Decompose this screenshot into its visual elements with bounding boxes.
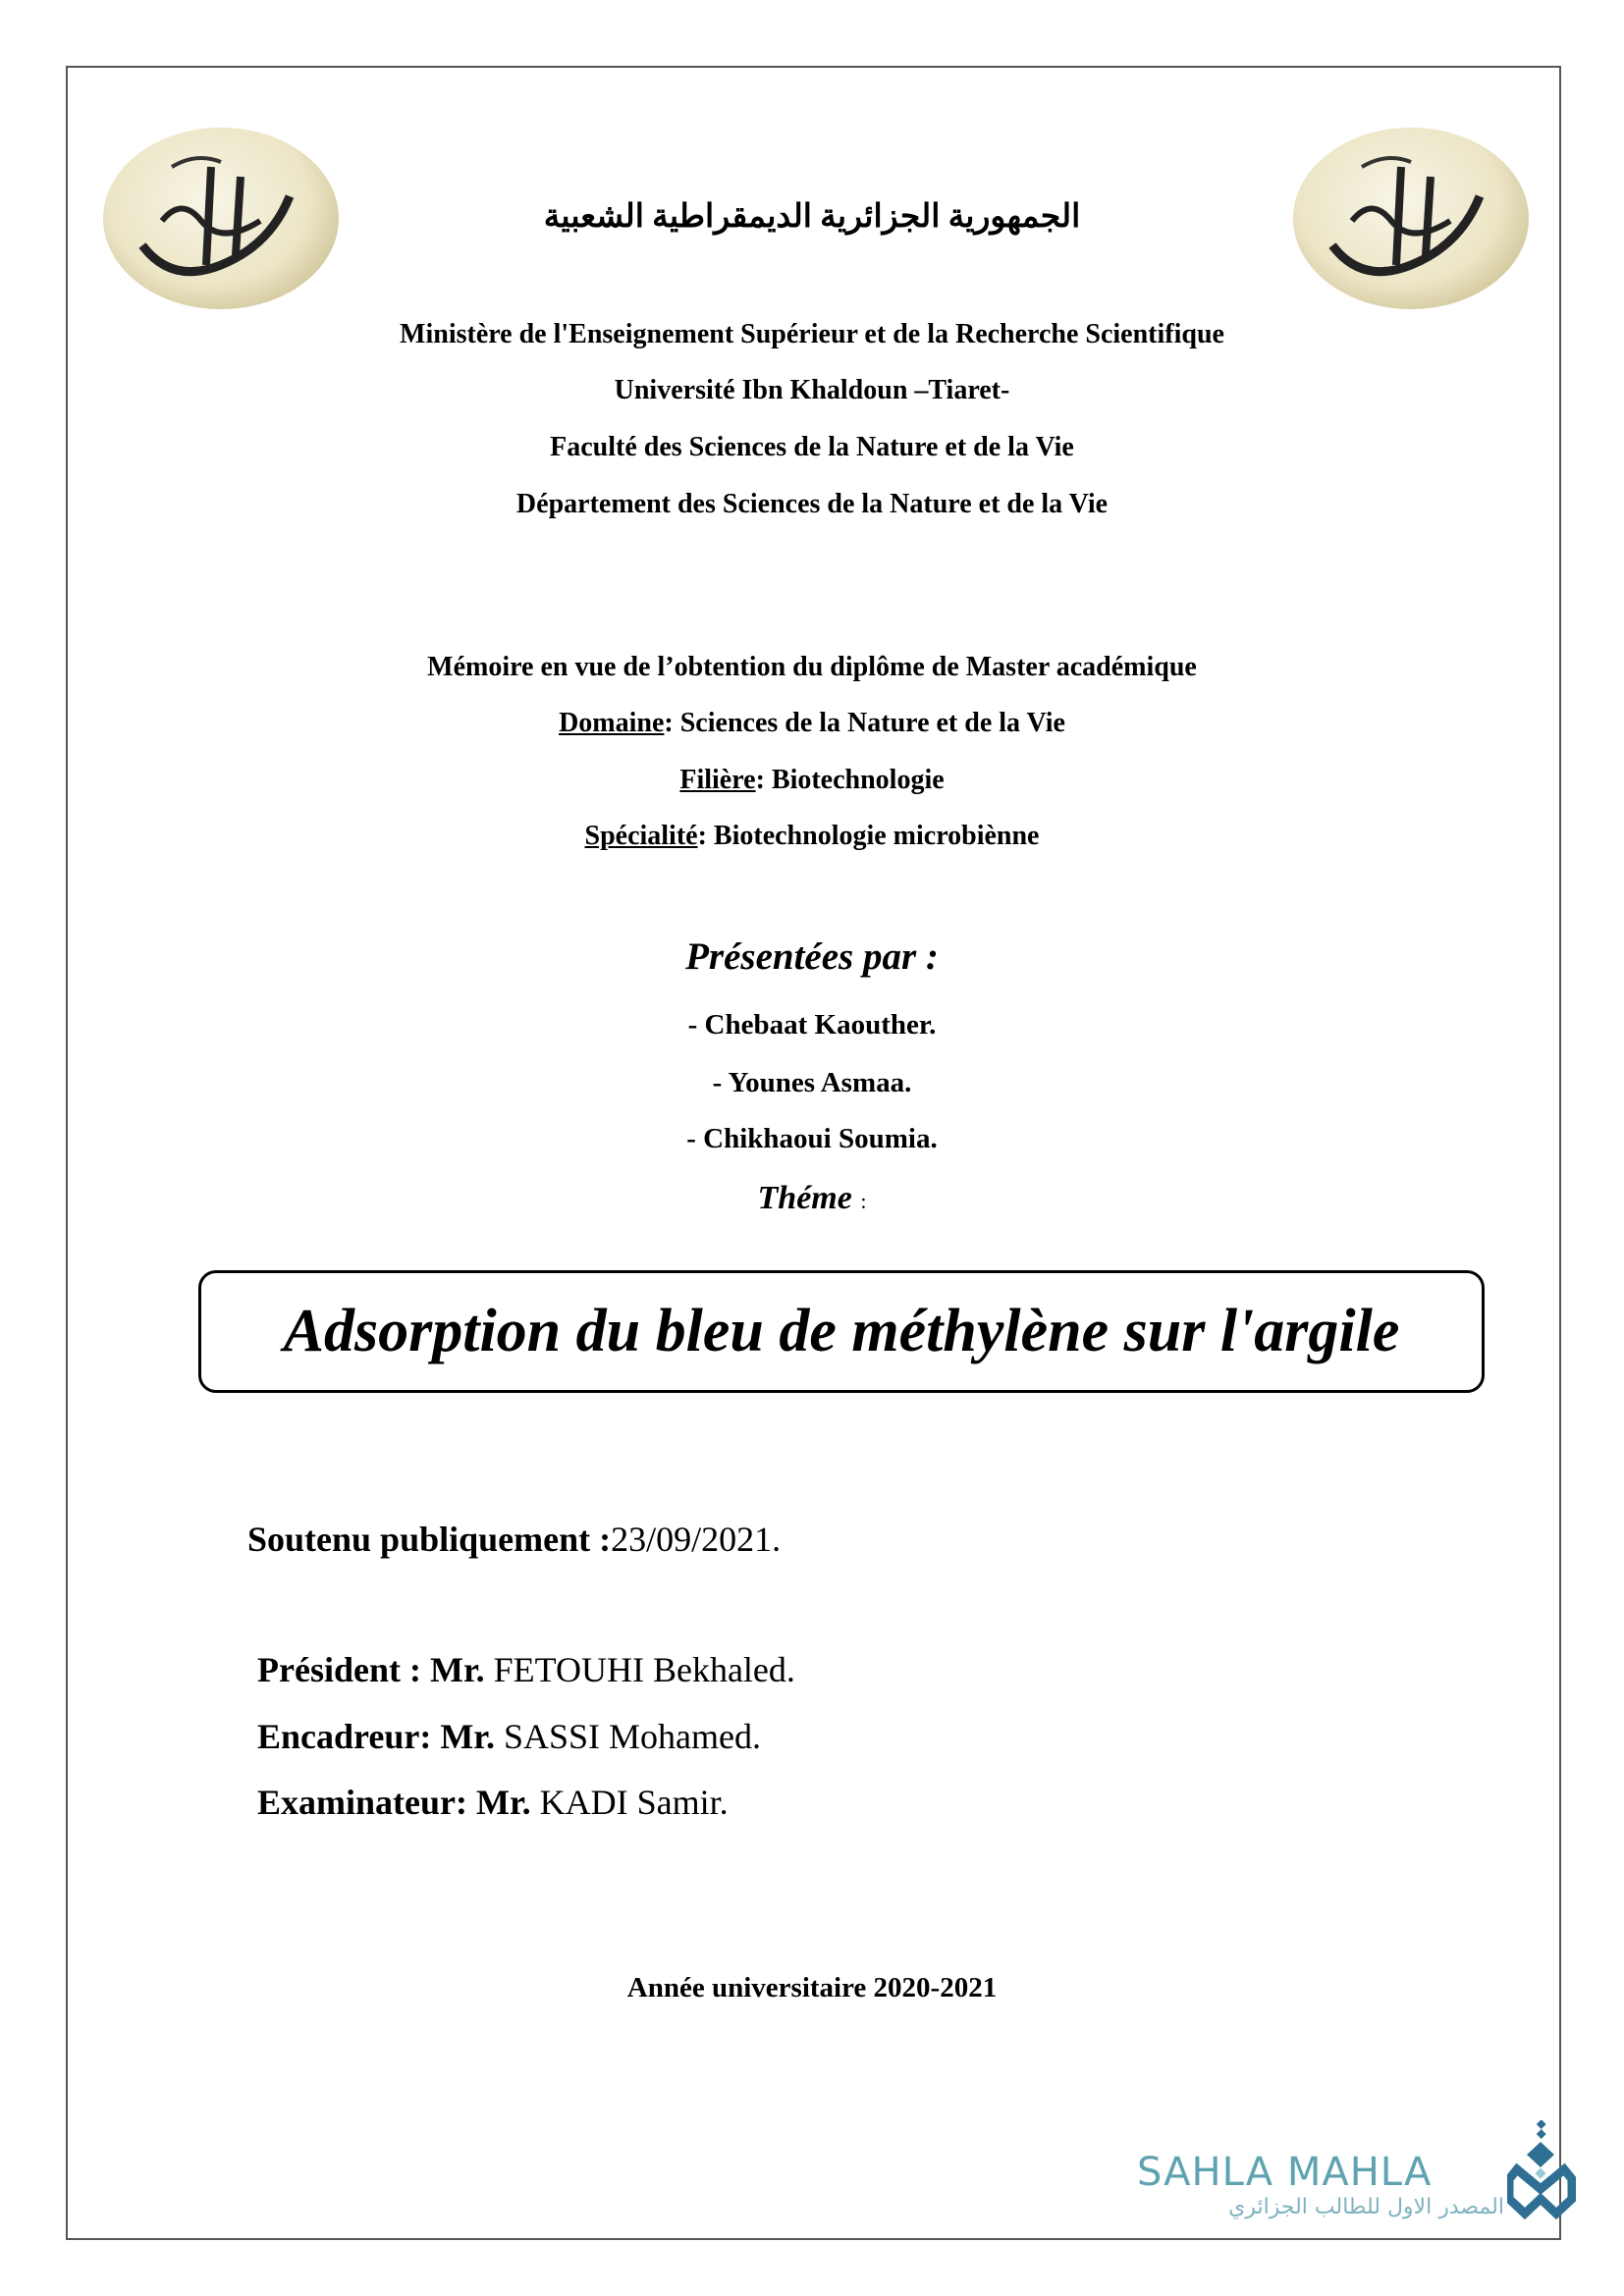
watermark-tagline: المصدر الاول للطالب الجزائري bbox=[1228, 2195, 1504, 2219]
student-name: - Younes Asmaa. bbox=[712, 1067, 912, 1098]
arabic-republic-title: الجمهورية الجزائرية الديمقراطية الشعبية bbox=[543, 199, 1081, 235]
thesis-title-box bbox=[198, 1270, 1485, 1393]
filiere-label: Filière bbox=[679, 765, 756, 795]
domaine-label: Domaine bbox=[559, 708, 665, 738]
jury-role: Président : bbox=[257, 1650, 430, 1689]
jury-title: Mr. bbox=[429, 1650, 485, 1689]
defense-date: 23/09/2021. bbox=[611, 1520, 782, 1559]
thesis-title: Adsorption du bleu de méthylène sur l'argile bbox=[283, 1298, 1400, 1364]
domaine-value: : Sciences de la Nature et de la Vie bbox=[664, 708, 1065, 738]
jury-role: Examinateur: bbox=[257, 1783, 476, 1822]
jury-president bbox=[257, 1649, 795, 1690]
academic-year: Année universitaire 2020-2021 bbox=[626, 1972, 998, 2003]
jury-title: Mr. bbox=[440, 1717, 495, 1756]
watermark-brand: SAHLA MAHLA bbox=[1137, 2150, 1433, 2195]
jury-encadreur bbox=[257, 1716, 761, 1757]
jury-role: Encadreur: bbox=[257, 1717, 441, 1756]
jury-examinateur bbox=[257, 1782, 729, 1823]
defense-line bbox=[247, 1519, 781, 1560]
defense-label: Soutenu publiquement : bbox=[247, 1520, 612, 1559]
theme-label: Théme bbox=[757, 1180, 852, 1216]
jury-title: Mr. bbox=[475, 1783, 531, 1822]
filiere-line bbox=[0, 765, 1624, 796]
memoire-line: Mémoire en vue de l’obtention du diplôme de Master académique bbox=[427, 652, 1197, 682]
specialite-line bbox=[0, 821, 1624, 852]
department-line: Département des Sciences de la Nature et de la Vie bbox=[515, 489, 1109, 519]
presented-by-heading: Présentées par : bbox=[685, 935, 939, 978]
ministry-line: Ministère de l'Enseignement Supérieur et de la Recherche Scientifique bbox=[400, 319, 1224, 349]
jury-name: FETOUHI Bekhaled. bbox=[484, 1650, 795, 1689]
university-line: Université Ibn Khaldoun –Tiaret- bbox=[614, 375, 1010, 405]
faculty-line: Faculté des Sciences de la Nature et de la Vie bbox=[550, 432, 1074, 462]
theme-colon: : bbox=[860, 1189, 867, 1213]
specialite-label: Spécialité bbox=[584, 821, 698, 851]
domaine-line bbox=[0, 708, 1624, 739]
student-name: - Chikhaoui Soumia. bbox=[686, 1123, 938, 1154]
specialite-value: : Biotechnologie microbiènne bbox=[697, 821, 1040, 851]
jury-name: SASSI Mohamed. bbox=[494, 1717, 762, 1756]
theme-label-line bbox=[0, 1180, 1624, 1217]
student-name: - Chebaat Kaouther. bbox=[687, 1009, 937, 1041]
jury-name: KADI Samir. bbox=[530, 1783, 729, 1822]
sahla-mahla-logo-icon bbox=[1507, 2120, 1576, 2228]
filiere-value: : Biotechnologie bbox=[755, 765, 945, 795]
